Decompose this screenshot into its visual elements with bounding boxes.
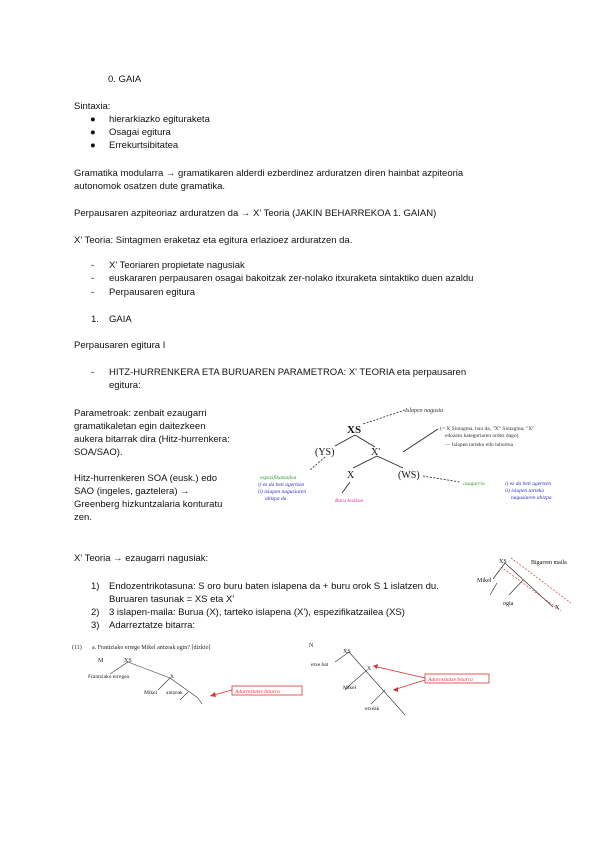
tree2-mikel: Mikel	[477, 578, 492, 584]
tree4-xs: XS	[343, 649, 351, 655]
tree-annotation-top: Islapen nagusia	[405, 408, 444, 414]
tree3-caption-number: (11)	[72, 645, 82, 651]
tree4-x: X	[367, 666, 371, 672]
hitz-item-line-2: egitura:	[109, 380, 141, 391]
arrow-icon	[373, 664, 378, 669]
tree-pointer-line	[423, 476, 460, 482]
tree-annotation-green-ii: ii) islapen nagusiaren	[258, 489, 307, 495]
adarreztatze-tree-left	[70, 640, 310, 715]
dash-item-2: euskararen perpausaren osagai bakoitzak zer-nolako itxuraketa sintaktiko duen azaldu	[109, 273, 474, 284]
tree-node-ws: (WS)	[398, 470, 420, 481]
sintaxia-item-2: Osagai egitura	[109, 127, 171, 138]
dash-item-3: Perpausaren egitura	[109, 287, 196, 298]
hitz-hurrenkeren-line-4: zen.	[74, 512, 92, 523]
parametroak-line-4: SOA/SAO).	[74, 447, 123, 458]
parametroak-line-3: aukera bitarrak dira (Hitz-hurrenkera:	[74, 434, 230, 445]
tree-annotation-right-green: osagarria	[463, 481, 485, 487]
tree4-n: N	[309, 643, 314, 649]
ezaugarri-item-3-number: 3)	[91, 620, 100, 631]
tree-annotation-green-i: i) ez da beti agertzen	[258, 482, 305, 488]
tree2-ogia: ogia	[503, 601, 514, 607]
bigarren-maila-tree	[475, 555, 575, 615]
dash-icon: -	[91, 273, 95, 284]
gramatika-line-2: autonomok osatzen dute gramatika.	[74, 181, 226, 192]
tree4-bottom: etxeak	[365, 706, 380, 712]
tree-pointer-line	[363, 410, 405, 424]
x-bar-tree-diagram	[255, 400, 595, 530]
dash-icon: -	[91, 260, 95, 271]
hitz-hurrenkeren-line-3: Greenberg hizkuntzalaria konturatu	[74, 499, 223, 510]
ezaugarri-item-1-number: 1)	[91, 581, 100, 592]
tree-pointer-line	[403, 429, 438, 452]
tree-branch	[355, 435, 375, 447]
tree4-mikel: Mikel	[343, 685, 357, 691]
bullet-icon: ●	[90, 114, 96, 125]
ezaugarri-item-1-line-2: Buruaren tasunak = XS eta X'	[109, 594, 235, 605]
tree3-mikel: Mikel	[144, 690, 158, 696]
xteoria-definition: X' Teoria: Sintagmen eraketaz eta egitura erlazioez arduratzen da.	[74, 235, 353, 246]
tree3-frantzia: Frantziako erregea	[88, 674, 130, 680]
tree3-m: M	[98, 658, 104, 664]
bullet-icon: ●	[90, 127, 96, 138]
tree3-caption: a. Frantziako errege Mikel antzeak egin? [dizkio]	[92, 645, 211, 651]
tree-branch	[335, 435, 355, 446]
sintaxia-title: Sintaxia:	[74, 101, 111, 112]
tree3-label: Adarreztatze bitarra	[235, 689, 280, 695]
dash-icon: -	[91, 367, 95, 378]
tree-annotation-pink: Buru lexikoa	[335, 498, 364, 504]
tree2-x: X	[555, 605, 560, 611]
tree-node-xbar: X'	[371, 447, 381, 458]
dash-item-1: X' Teoriaren propietate nagusiak	[109, 260, 245, 271]
perpausaren-azpiteoria: Perpausaren azpiteoriaz arduratzen da → X' Teoria (JAKIN BEHARREKOA 1. GAIAN)	[74, 208, 437, 219]
hitz-hurrenkeren-line-2: SAO (ingeles, gaztelera) →	[74, 486, 190, 497]
parametroak-line-1: Parametroak: zenbait ezaugarri	[74, 408, 207, 419]
ezaugarri-title: X' Teoria → ezaugarri nagusiak:	[74, 553, 209, 564]
tree-annotation-green-iii: ahizpa da	[265, 496, 287, 502]
tree2-label: Bigarren maila	[531, 560, 567, 566]
perpausaren-egitura: Perpausaren egitura I	[74, 340, 166, 351]
tree3-xs: XS	[124, 658, 132, 664]
tree-pointer-line	[310, 457, 325, 470]
gaia-1-label: GAIA	[109, 314, 132, 325]
tree-annotation-right-green-i: i) ez da beti agertzen	[505, 481, 552, 487]
tree-node-xs: XS	[347, 424, 362, 436]
tree3-x: X	[170, 674, 174, 680]
ezaugarri-item-2-number: 2)	[91, 607, 100, 618]
tree-node-x: X	[347, 470, 355, 481]
tree4-label: Adarreztatze bitarra	[428, 677, 473, 683]
tree-node-ys: (YS)	[315, 447, 335, 458]
tree-annotation-right-2: edozein kategoriaren ordez dago)	[445, 433, 519, 439]
dash-icon: -	[91, 287, 95, 298]
sintaxia-item-1: hierarkiazko egituraketa	[109, 114, 210, 125]
sintaxia-item-3: Errekurtsibitatea	[109, 140, 179, 151]
tree4-etxe: etxe bat	[311, 662, 329, 668]
ezaugarri-item-2-line-1: 3 islapen-maila: Burua (X), tarteko islapena (X'), espezifikatzailea (XS)	[109, 607, 405, 618]
tree-annotation-right-green-iii: nagusiaren ahizpa	[511, 495, 552, 501]
tree-annotation-right-3: — Islapen tarteko edo laburtua	[445, 442, 514, 448]
gramatika-line-1: Gramatika modularra → gramatikaren alderdi ezberdinez arduratzen diren hainbat azpiteoria	[74, 168, 464, 179]
hitz-item-line-1: HITZ-HURRENKERA ETA BURUAREN PARAMETROA: X' TEORIA eta perpausaren	[109, 367, 467, 378]
tree-branch	[377, 456, 403, 468]
gaia-1-number: 1.	[91, 314, 99, 325]
ezaugarri-item-3-line-1: Adarreztatze bitarra:	[109, 620, 196, 631]
tree-annotation-right-1: (= X Sintagma, hau da, "X" Sintagma; "X"	[440, 426, 535, 432]
tree2-node-xs: XS	[499, 559, 507, 565]
tree-pointer-line	[342, 482, 350, 493]
hitz-hurrenkeren-line-1: Hitz-hurrenkeren SOA (eusk.) edo	[74, 473, 218, 484]
ezaugarri-item-1-line-1: Endozentrikotasuna: S oro buru baten islapena da + buru orok S 1 islatzen du.	[109, 581, 439, 592]
parametroak-line-2: gramatikaletan egin daitezkeen	[74, 421, 206, 432]
arrow-icon	[210, 692, 216, 697]
tree-annotation-green: espezifikatzailea	[260, 475, 297, 481]
tree-annotation-right-green-ii: ii) islapen tarteko	[505, 488, 545, 494]
adarreztatze-tree-right	[305, 640, 505, 720]
heading-0-gaia: 0. GAIA	[108, 74, 142, 85]
tree3-antzeak: antzeak	[166, 690, 183, 696]
bullet-icon: ●	[90, 140, 96, 151]
